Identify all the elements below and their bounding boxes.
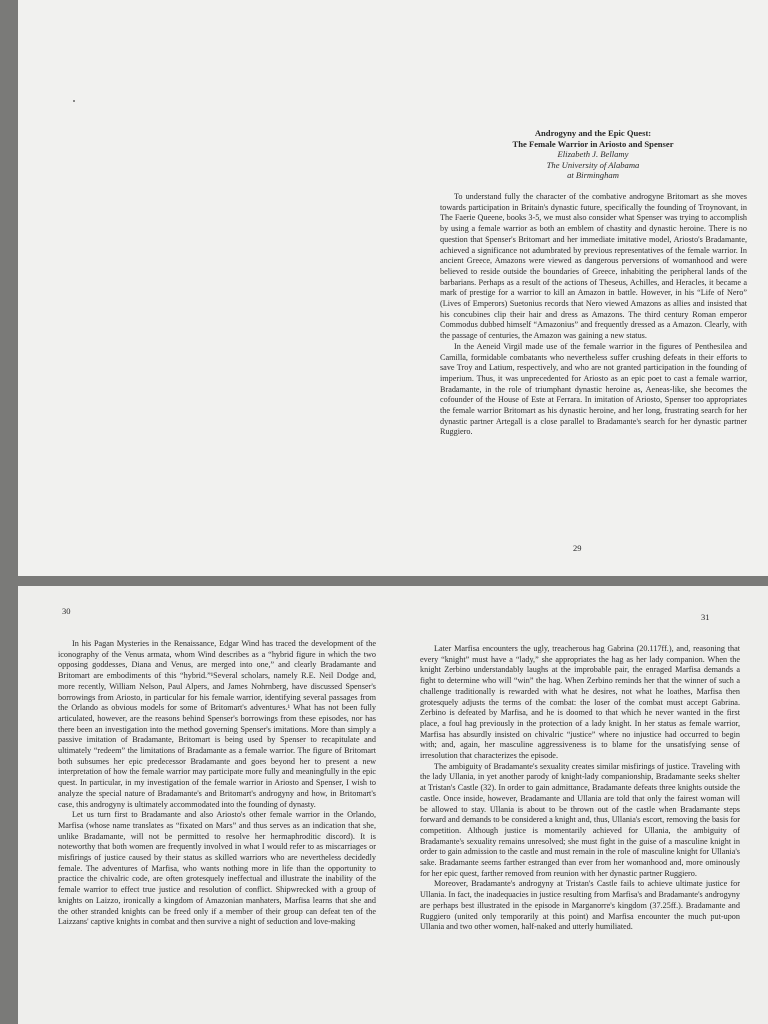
top-page-sheet [18, 0, 768, 576]
body-paragraph: Let us turn first to Bradamante and also Ariosto's other female warrior in the Orlando, Marfisa (whose name translates as “fixated on Mars” and thus serves as an indication that she, unlike Bradamante, will not be permitted to resolve her hermaphroditic discord). It is noteworthy that both women are frequently involved in what I would refer to as miscarriages or misfirings of justice caused by their status as skilled warriors who are nevertheless decidedly female. The adventures of Marfisa, who wants nothing more in life than the opportunity to practice the chivalric code, are often grotesquely ineffectual and illustrate the inability of the female warrior to effect true justice and resolution of conflict. Shipwrecked with a group of knights on Laizzo, ironically a kingdom of Amazonian manhaters, Marfisa learns that she and the other stranded knights can be freed only if a member of their group can defeat ten of the Laizzans' captive knights in combat and then survive a night of seduction and love-making [58, 810, 376, 927]
article-title-line1: Androgyny and the Epic Quest: [534, 128, 652, 138]
author-affiliation-line1: The University of Alabama [546, 159, 640, 170]
body-paragraph: In the Aeneid Virgil made use of the female warrior in the figures of Penthesilea and Camilla, formidable combatants who nevertheless suffer crushing defeats in their efforts to save Troy and Latium, respectively, and who are not granted participation in the founding of imperium. Thus, it was unprecedented for Ariosto as an epic poet to cast a female warrior, Bradamante, in the role of triumphant dynastic heroine as, Aeneas-like, she becomes the cofounder of the House of Este at Ferrara. In imitation of Ariosto, Spenser too appropriates the female warrior Britomart as his dynastic heroine, and her long, frustrating search for her dynastic partner Artegall is a close parallel to Bradamante's search for her dynastic partner Ruggiero. [440, 341, 747, 437]
body-paragraph: Moreover, Bradamante's androgyny at Tristan's Castle fails to achieve ultimate justice for Ullania. In fact, the inadequacies in justice resulting from Marfisa's and Bradamante's androgyny are perhaps best illustrated in the episode in Marganorre's kingdom (37.25ff.). Bradamante and Ruggiero (united only temporarily at this point) and Marfisa encounter the much put-upon Ullania and two other women, half-naked and utterly humiliated. [420, 879, 740, 932]
author-affiliation-line2: at Birmingham [567, 170, 619, 180]
page-number-left: 30 [62, 606, 71, 616]
author-name: Elizabeth J. Bellamy [557, 149, 629, 159]
page-number-right: 31 [701, 612, 710, 622]
page-number: 29 [573, 543, 582, 553]
right-page-body [420, 644, 740, 933]
body-paragraph: Later Marfisa encounters the ugly, treacherous hag Gabrina (20.117ff.), and, reasoning that every “knight” must have a “lady,” she appropriates the hag as her lady companion. When the knight Zerbino understandably laughs at the improbable pair, the enraged Marfisa demands a fight to determine who will “win” the hag. When Zerbino reminds her that the winner of such a challenge traditionally is rewarded with what he desires, not what he loathes, Marfisa then grotesquely adjusts the terms of the combat: the loser of the combat must accept Gabrina. Zerbino is defeated by Marfisa, and he is doomed to that which he never wanted in the first place, a foul hag previously in the protection of a lady knight. In her status as female warrior, Marfisa has absurdly insisted on chivalric “justice” where no injustice had occurred to begin with; and, again, her masculine aggressiveness is to blame for the unsatisfying sense of irresolution that characterizes the episode. [420, 644, 740, 761]
body-paragraph: The ambiguity of Bradamante's sexuality creates similar misfirings of justice. Traveling with the lady Ullania, in yet another parody of knight-lady companionship, Bradamante seeks shelter at Tristan's Castle (32). In order to gain admittance, Bradamante defeats three knights outside the castle. Once inside, however, Bradamante and Ullania are told that only the fairest woman will be allowed to stay. Ullania is about to be thrown out of the castle when Bradamante steps forward and demands to be considered a knight and, thus, Ullania's escort, removing the basis for competition. Although justice is momentarily achieved for Ullania, the ambiguity of Bradamante's sexuality remains unresolved; she must fight in the guise of a masculine knight in order to gain admission to the castle and must remain in the role of masculine knight for Ullania's sake. Bradamante seems farther estranged than ever from her womanhood and, more ominously for her epic quest, farther removed from reunion with her dynastic partner Ruggiero. [420, 761, 740, 878]
article-title-line2: The Female Warrior in Ariosto and Spenser [512, 138, 674, 149]
article-header [458, 128, 728, 181]
speck-mark [73, 100, 75, 102]
bottom-spread-sheet [18, 586, 768, 1024]
left-page-body [58, 639, 376, 928]
body-paragraph: In his Pagan Mysteries in the Renaissance, Edgar Wind has traced the development of the iconography of the Venus armata, whom Wind describes as a “hybrid figure in which the two opposing goddesses, Diana and Venus, are merged into one,” and clearly Bradamante and Britomart are embodiments of this “hybrid.”¹Several scholars, namely R.E. Neil Dodge and, more recently, William Nelson, Paul Alpers, and James Nohrnberg, have discussed Spenser's borrowings from Ariosto, in particular for his female warrior, identifying several passages from the Orlando as obvious models for some of Britomart's adventures.¹ What has not been fully articulated, however, are the reasons behind Spenser's borrowings from these episodes, nor has there been an investigation into the method governing Spenser's imitations. More than simply a passive imitation of Bradamante, Britomart is being used by Spenser to recapitulate and ultimately “redeem” the limitations of Bradamante as a female warrior. The figure of Britomart both subsumes her epic predecessor Bradamante and goes beyond her to present a new interpretation of how the female warrior may participate more fully and meaningfully in the epic quest. In particular, in my investigation of the female warrior in Ariosto and Spenser, I wish to analyze the special nature of Bradamante's and Britomart's androgyny and how, in Britomart's case, this androgyny is ultimately accommodated into the founding of dynasty. [58, 639, 376, 809]
body-paragraph: To understand fully the character of the combative androgyne Britomart as she moves towards participation in Britain's dynastic future, specifically the founding of Troynovant, in The Faerie Queene, books 3-5, we must also consider what Spenser was trying to accomplish by using a female warrior as both an emblem of chastity and dynastic heroine. There is no question that Spenser's Britomart and her immediate imitative model, Ariosto's Bradamante, achieved a significance not adumbrated by previous representatives of the female warrior. In ancient Greece, Amazons were viewed as dangerous perversions of womanhood and were believed to reside outside the boundaries of Greece, inhabiting the peripheral lands of the barbarians. Perhaps as a result of the actions of Theseus, Achilles, and Heracles, it became a mark of prestige for a warrior to kill an Amazon in battle. However, in his “Life of Nero” (Lives of Emperors) Suetonius records that Nero viewed Amazons as allies and insisted that his concubines clip their hair and dress as Amazons. The third century Roman emperor Commodus dubbed himself “Amazonius” and frequently dressed as a Amazon. Clearly, with the passage of centuries, the Amazon was gaining a new status. [440, 192, 747, 341]
page1-body [440, 192, 747, 438]
